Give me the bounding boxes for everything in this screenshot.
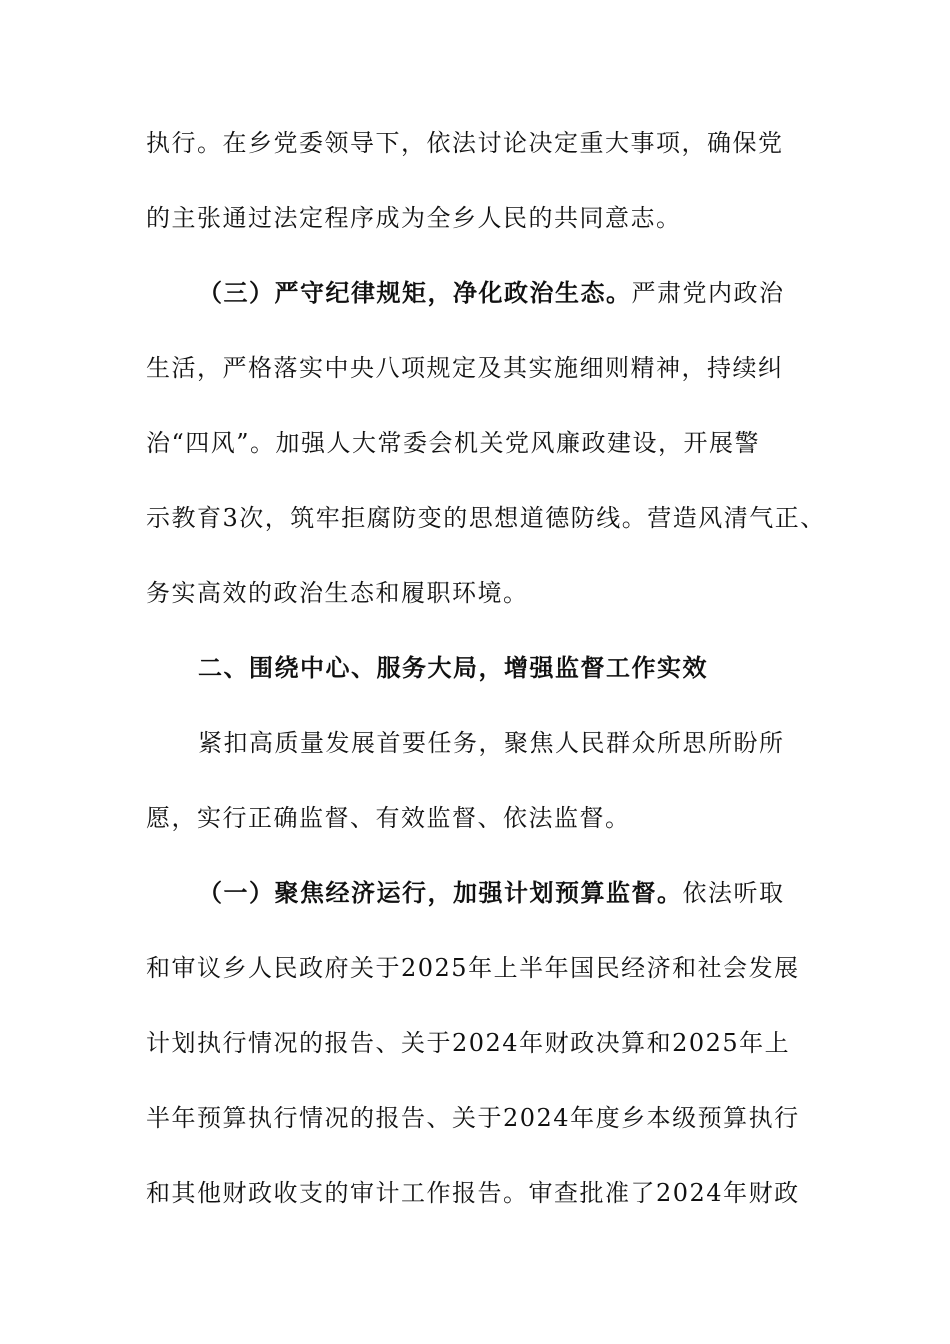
text-line-13 — [146, 1027, 790, 1059]
line-text: 紧扣高质量发展首要任务，聚焦人民群众所思所盼所 — [198, 729, 785, 757]
line-text: 务实高效的政治生态和履职环境。 — [146, 579, 529, 607]
line-text: 和审议乡人民政府关于2025年上半年国民经济和社会发展 — [146, 954, 800, 982]
line-text: 的主张通过法定程序成为全乡人民的共同意志。 — [146, 204, 682, 232]
line-text: 严肃党内政治 — [631, 279, 785, 307]
text-line-6 — [146, 502, 826, 534]
subheading-bold: （三）严守纪律规矩，净化政治生态。 — [198, 278, 632, 307]
text-line-15 — [146, 1177, 800, 1209]
text-line-10 — [146, 802, 631, 834]
text-line-9 — [198, 727, 785, 759]
section-heading: 二、围绕中心、服务大局，增强监督工作实效 — [198, 653, 708, 682]
subheading-line-3 — [198, 277, 785, 309]
line-text: 示教育3次，筑牢拒腐防变的思想道德防线。营造风清气正、 — [146, 504, 826, 532]
text-line-14 — [146, 1102, 800, 1134]
line-text: 依法听取 — [682, 879, 785, 907]
line-text: 治“四风”。加强人大常委会机关党风廉政建设，开展警 — [146, 429, 761, 457]
line-text: 和其他财政收支的审计工作报告。审查批准了2024年财政 — [146, 1179, 800, 1207]
text-line-4 — [146, 352, 784, 384]
text-line-5 — [146, 427, 760, 459]
text-line-1 — [146, 127, 784, 159]
line-text: 半年预算执行情况的报告、关于2024年度乡本级预算执行 — [146, 1104, 800, 1132]
text-line-2 — [146, 202, 682, 234]
line-text: 计划执行情况的报告、关于2024年财政决算和2025年上 — [146, 1029, 791, 1057]
text-line-12 — [146, 952, 800, 984]
section-heading-line-8 — [198, 652, 708, 684]
line-text: 愿，实行正确监督、有效监督、依法监督。 — [146, 804, 631, 832]
subheading-line-11 — [198, 877, 785, 909]
line-text: 执行。在乡党委领导下，依法讨论决定重大事项，确保党 — [146, 129, 784, 157]
text-line-7 — [146, 577, 529, 609]
line-text: 生活，严格落实中央八项规定及其实施细则精神，持续纠 — [146, 354, 784, 382]
subheading-bold: （一）聚焦经济运行，加强计划预算监督。 — [198, 878, 683, 907]
